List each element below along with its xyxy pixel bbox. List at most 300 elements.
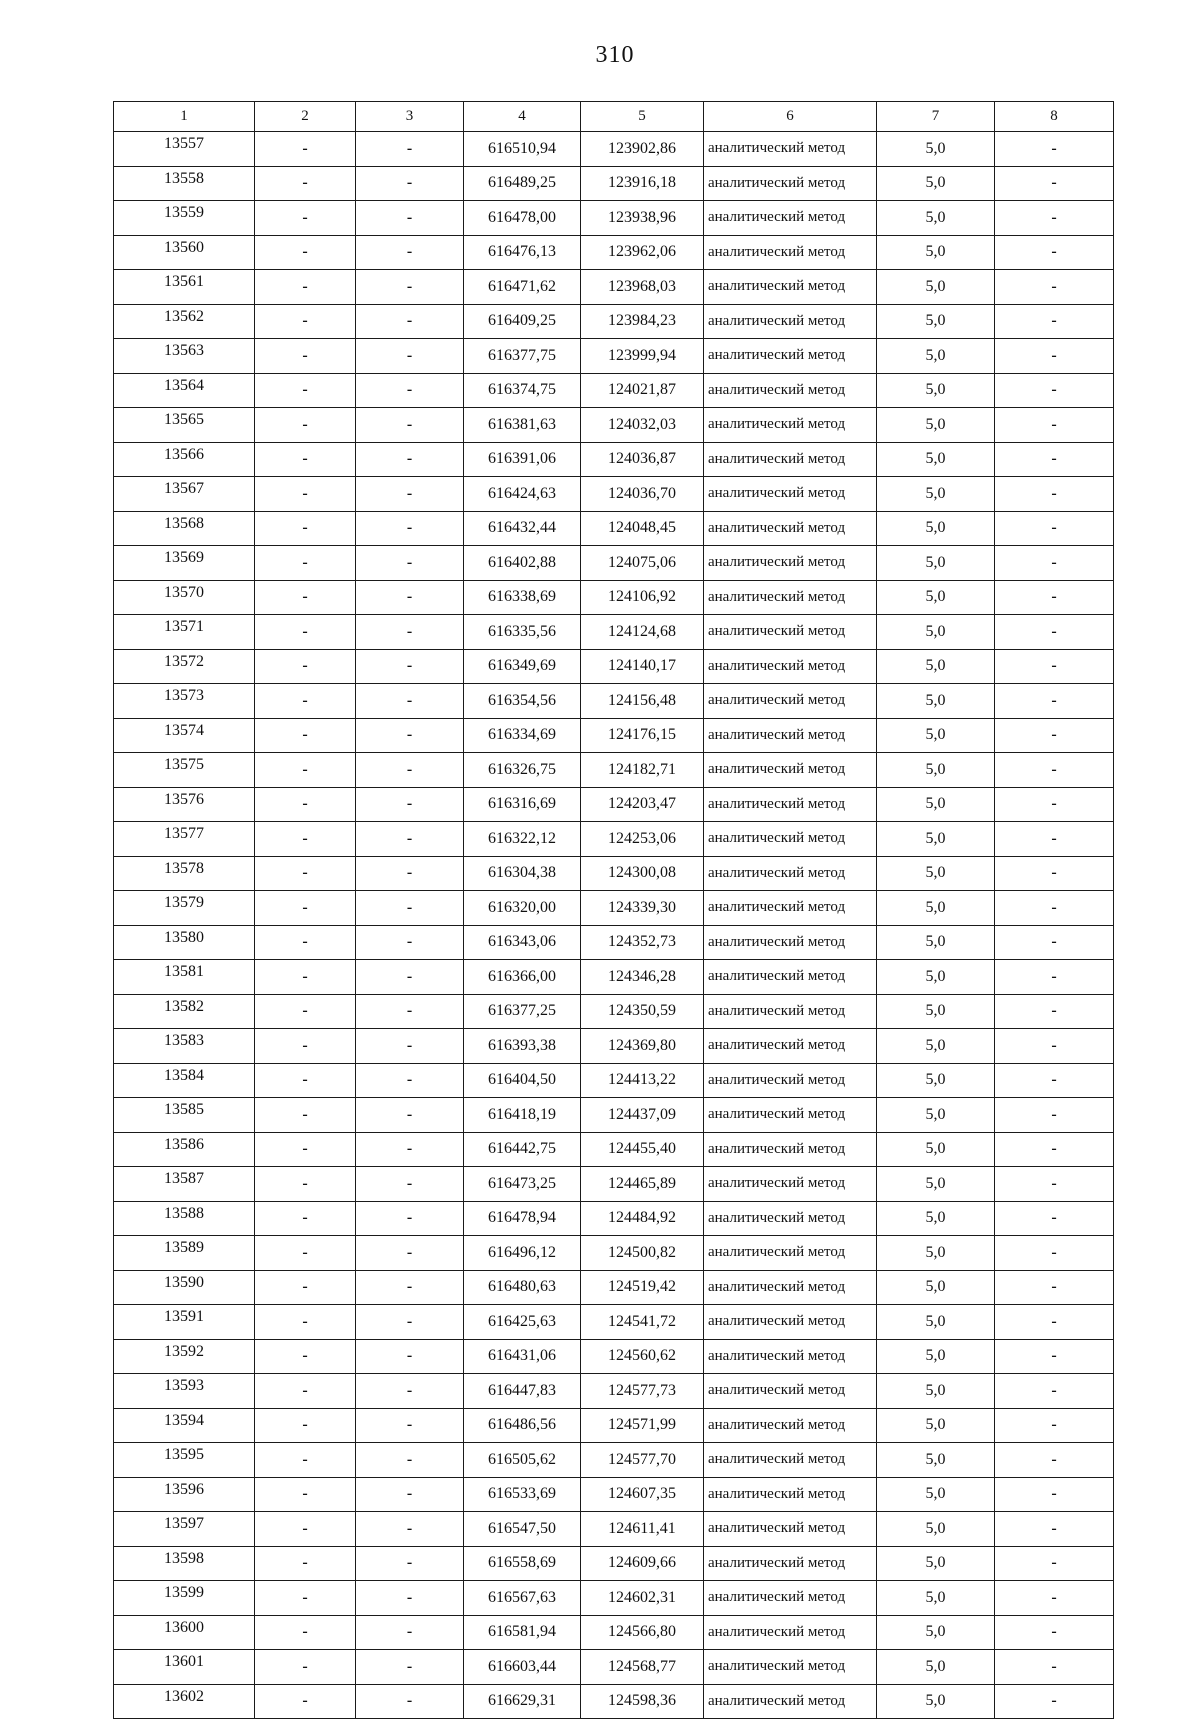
- col8-value-cell: -: [995, 718, 1114, 753]
- point-number-cell: 13576: [114, 787, 255, 822]
- col3-value-cell: -: [356, 1236, 464, 1271]
- col3-value-cell: -: [356, 580, 464, 615]
- method-cell: аналитический метод: [704, 1443, 877, 1478]
- x-coordinate-cell: 616322,12: [464, 822, 581, 857]
- column-header: 1: [114, 102, 255, 132]
- accuracy-value-cell: 5,0: [877, 649, 995, 684]
- point-number-cell: 13564: [114, 373, 255, 408]
- col8-value-cell: -: [995, 304, 1114, 339]
- col8-value-cell: -: [995, 1408, 1114, 1443]
- table-row: [114, 891, 1114, 926]
- col8-value-cell: -: [995, 960, 1114, 995]
- method-cell: аналитический метод: [704, 1684, 877, 1719]
- accuracy-value-cell: 5,0: [877, 1167, 995, 1202]
- point-number-cell: 13585: [114, 1098, 255, 1133]
- table-header-row: [114, 102, 1114, 132]
- method-cell: аналитический метод: [704, 580, 877, 615]
- col8-value-cell: -: [995, 408, 1114, 443]
- y-coordinate-cell: 124140,17: [581, 649, 704, 684]
- col2-value-cell: -: [255, 1201, 356, 1236]
- method-cell: аналитический метод: [704, 753, 877, 788]
- y-coordinate-cell: 124021,87: [581, 373, 704, 408]
- x-coordinate-cell: 616547,50: [464, 1512, 581, 1547]
- table-row: [114, 1063, 1114, 1098]
- method-cell: аналитический метод: [704, 1374, 877, 1409]
- col3-value-cell: -: [356, 546, 464, 581]
- table-body: [114, 132, 1114, 1719]
- method-cell: аналитический метод: [704, 1236, 877, 1271]
- accuracy-value-cell: 5,0: [877, 1029, 995, 1064]
- col8-value-cell: -: [995, 132, 1114, 167]
- method-cell: аналитический метод: [704, 1512, 877, 1547]
- y-coordinate-cell: 124519,42: [581, 1270, 704, 1305]
- col8-value-cell: -: [995, 1167, 1114, 1202]
- y-coordinate-cell: 124253,06: [581, 822, 704, 857]
- col2-value-cell: -: [255, 856, 356, 891]
- y-coordinate-cell: 123999,94: [581, 339, 704, 374]
- col2-value-cell: -: [255, 339, 356, 374]
- method-cell: аналитический метод: [704, 925, 877, 960]
- col3-value-cell: -: [356, 891, 464, 926]
- col8-value-cell: -: [995, 511, 1114, 546]
- x-coordinate-cell: 616304,38: [464, 856, 581, 891]
- point-number-cell: 13586: [114, 1132, 255, 1167]
- point-number-cell: 13591: [114, 1305, 255, 1340]
- point-number-cell: 13558: [114, 166, 255, 201]
- col3-value-cell: -: [356, 822, 464, 857]
- y-coordinate-cell: 124032,03: [581, 408, 704, 443]
- method-cell: аналитический метод: [704, 1546, 877, 1581]
- accuracy-value-cell: 5,0: [877, 477, 995, 512]
- y-coordinate-cell: 124036,87: [581, 442, 704, 477]
- y-coordinate-cell: 124176,15: [581, 718, 704, 753]
- col2-value-cell: -: [255, 304, 356, 339]
- x-coordinate-cell: 616354,56: [464, 684, 581, 719]
- col8-value-cell: -: [995, 1132, 1114, 1167]
- col8-value-cell: -: [995, 1374, 1114, 1409]
- table-row: [114, 1477, 1114, 1512]
- table-row: [114, 615, 1114, 650]
- x-coordinate-cell: 616402,88: [464, 546, 581, 581]
- point-number-cell: 13565: [114, 408, 255, 443]
- point-number-cell: 13594: [114, 1408, 255, 1443]
- point-number-cell: 13574: [114, 718, 255, 753]
- col8-value-cell: -: [995, 1236, 1114, 1271]
- x-coordinate-cell: 616425,63: [464, 1305, 581, 1340]
- col3-value-cell: -: [356, 1546, 464, 1581]
- table-row: [114, 580, 1114, 615]
- col8-value-cell: -: [995, 994, 1114, 1029]
- accuracy-value-cell: 5,0: [877, 1512, 995, 1547]
- col3-value-cell: -: [356, 649, 464, 684]
- col8-value-cell: -: [995, 166, 1114, 201]
- table-row: [114, 787, 1114, 822]
- column-header: 6: [704, 102, 877, 132]
- point-number-cell: 13569: [114, 546, 255, 581]
- col2-value-cell: -: [255, 1029, 356, 1064]
- table-row: [114, 1236, 1114, 1271]
- accuracy-value-cell: 5,0: [877, 960, 995, 995]
- y-coordinate-cell: 124106,92: [581, 580, 704, 615]
- col8-value-cell: -: [995, 649, 1114, 684]
- col3-value-cell: -: [356, 1132, 464, 1167]
- col2-value-cell: -: [255, 1443, 356, 1478]
- accuracy-value-cell: 5,0: [877, 1201, 995, 1236]
- x-coordinate-cell: 616334,69: [464, 718, 581, 753]
- x-coordinate-cell: 616335,56: [464, 615, 581, 650]
- table-row: [114, 477, 1114, 512]
- table-row: [114, 1512, 1114, 1547]
- accuracy-value-cell: 5,0: [877, 235, 995, 270]
- x-coordinate-cell: 616442,75: [464, 1132, 581, 1167]
- table-row: [114, 1615, 1114, 1650]
- col2-value-cell: -: [255, 1132, 356, 1167]
- accuracy-value-cell: 5,0: [877, 684, 995, 719]
- table-row: [114, 166, 1114, 201]
- col2-value-cell: -: [255, 1270, 356, 1305]
- table-row: [114, 1408, 1114, 1443]
- table-row: [114, 304, 1114, 339]
- point-number-cell: 13592: [114, 1339, 255, 1374]
- col2-value-cell: -: [255, 580, 356, 615]
- x-coordinate-cell: 616424,63: [464, 477, 581, 512]
- column-header: 5: [581, 102, 704, 132]
- y-coordinate-cell: 124369,80: [581, 1029, 704, 1064]
- y-coordinate-cell: 124352,73: [581, 925, 704, 960]
- accuracy-value-cell: 5,0: [877, 1684, 995, 1719]
- point-number-cell: 13597: [114, 1512, 255, 1547]
- col2-value-cell: -: [255, 442, 356, 477]
- x-coordinate-cell: 616558,69: [464, 1546, 581, 1581]
- col3-value-cell: -: [356, 1305, 464, 1340]
- method-cell: аналитический метод: [704, 270, 877, 305]
- col8-value-cell: -: [995, 891, 1114, 926]
- y-coordinate-cell: 123968,03: [581, 270, 704, 305]
- table-row: [114, 132, 1114, 167]
- y-coordinate-cell: 124203,47: [581, 787, 704, 822]
- table-row: [114, 1339, 1114, 1374]
- col3-value-cell: -: [356, 994, 464, 1029]
- x-coordinate-cell: 616343,06: [464, 925, 581, 960]
- accuracy-value-cell: 5,0: [877, 1236, 995, 1271]
- method-cell: аналитический метод: [704, 1305, 877, 1340]
- accuracy-value-cell: 5,0: [877, 1132, 995, 1167]
- x-coordinate-cell: 616486,56: [464, 1408, 581, 1443]
- col8-value-cell: -: [995, 1029, 1114, 1064]
- col8-value-cell: -: [995, 580, 1114, 615]
- method-cell: аналитический метод: [704, 1650, 877, 1685]
- column-header: 4: [464, 102, 581, 132]
- col3-value-cell: -: [356, 718, 464, 753]
- point-number-cell: 13579: [114, 891, 255, 926]
- table-row: [114, 649, 1114, 684]
- col2-value-cell: -: [255, 201, 356, 236]
- table-row: [114, 1684, 1114, 1719]
- col8-value-cell: -: [995, 1443, 1114, 1478]
- table-row: [114, 1167, 1114, 1202]
- point-number-cell: 13560: [114, 235, 255, 270]
- method-cell: аналитический метод: [704, 1408, 877, 1443]
- col3-value-cell: -: [356, 373, 464, 408]
- method-cell: аналитический метод: [704, 615, 877, 650]
- table-row: [114, 442, 1114, 477]
- table-row: [114, 1201, 1114, 1236]
- method-cell: аналитический метод: [704, 339, 877, 374]
- accuracy-value-cell: 5,0: [877, 201, 995, 236]
- col3-value-cell: -: [356, 408, 464, 443]
- page-number: 310: [595, 42, 635, 68]
- col3-value-cell: -: [356, 1339, 464, 1374]
- method-cell: аналитический метод: [704, 684, 877, 719]
- method-cell: аналитический метод: [704, 166, 877, 201]
- col3-value-cell: -: [356, 1443, 464, 1478]
- point-number-cell: 13559: [114, 201, 255, 236]
- point-number-cell: 13580: [114, 925, 255, 960]
- y-coordinate-cell: 124484,92: [581, 1201, 704, 1236]
- method-cell: аналитический метод: [704, 1339, 877, 1374]
- point-number-cell: 13582: [114, 994, 255, 1029]
- accuracy-value-cell: 5,0: [877, 373, 995, 408]
- accuracy-value-cell: 5,0: [877, 1374, 995, 1409]
- col8-value-cell: -: [995, 615, 1114, 650]
- col2-value-cell: -: [255, 1374, 356, 1409]
- col8-value-cell: -: [995, 270, 1114, 305]
- col8-value-cell: -: [995, 1512, 1114, 1547]
- point-number-cell: 13567: [114, 477, 255, 512]
- accuracy-value-cell: 5,0: [877, 1339, 995, 1374]
- col3-value-cell: -: [356, 753, 464, 788]
- method-cell: аналитический метод: [704, 546, 877, 581]
- col3-value-cell: -: [356, 477, 464, 512]
- col2-value-cell: -: [255, 891, 356, 926]
- point-number-cell: 13570: [114, 580, 255, 615]
- x-coordinate-cell: 616476,13: [464, 235, 581, 270]
- point-number-cell: 13587: [114, 1167, 255, 1202]
- y-coordinate-cell: 124413,22: [581, 1063, 704, 1098]
- accuracy-value-cell: 5,0: [877, 787, 995, 822]
- x-coordinate-cell: 616471,62: [464, 270, 581, 305]
- col2-value-cell: -: [255, 1063, 356, 1098]
- x-coordinate-cell: 616326,75: [464, 753, 581, 788]
- col3-value-cell: -: [356, 304, 464, 339]
- point-number-cell: 13566: [114, 442, 255, 477]
- y-coordinate-cell: 123938,96: [581, 201, 704, 236]
- col3-value-cell: -: [356, 339, 464, 374]
- table-row: [114, 1305, 1114, 1340]
- table-row: [114, 925, 1114, 960]
- col2-value-cell: -: [255, 1512, 356, 1547]
- y-coordinate-cell: 124611,41: [581, 1512, 704, 1547]
- accuracy-value-cell: 5,0: [877, 925, 995, 960]
- point-number-cell: 13572: [114, 649, 255, 684]
- col3-value-cell: -: [356, 1581, 464, 1616]
- col3-value-cell: -: [356, 787, 464, 822]
- col2-value-cell: -: [255, 994, 356, 1029]
- method-cell: аналитический метод: [704, 1615, 877, 1650]
- method-cell: аналитический метод: [704, 132, 877, 167]
- col2-value-cell: -: [255, 1305, 356, 1340]
- x-coordinate-cell: 616603,44: [464, 1650, 581, 1685]
- y-coordinate-cell: 124048,45: [581, 511, 704, 546]
- x-coordinate-cell: 616349,69: [464, 649, 581, 684]
- col8-value-cell: -: [995, 1650, 1114, 1685]
- table-row: [114, 822, 1114, 857]
- point-number-cell: 13557: [114, 132, 255, 167]
- table-row: [114, 753, 1114, 788]
- method-cell: аналитический метод: [704, 235, 877, 270]
- method-cell: аналитический метод: [704, 718, 877, 753]
- point-number-cell: 13598: [114, 1546, 255, 1581]
- col2-value-cell: -: [255, 1546, 356, 1581]
- col2-value-cell: -: [255, 787, 356, 822]
- col8-value-cell: -: [995, 1581, 1114, 1616]
- method-cell: аналитический метод: [704, 1270, 877, 1305]
- method-cell: аналитический метод: [704, 1201, 877, 1236]
- col8-value-cell: -: [995, 1615, 1114, 1650]
- col8-value-cell: -: [995, 684, 1114, 719]
- table-row: [114, 408, 1114, 443]
- accuracy-value-cell: 5,0: [877, 1477, 995, 1512]
- col3-value-cell: -: [356, 1201, 464, 1236]
- accuracy-value-cell: 5,0: [877, 408, 995, 443]
- accuracy-value-cell: 5,0: [877, 511, 995, 546]
- table-row: [114, 339, 1114, 374]
- x-coordinate-cell: 616377,75: [464, 339, 581, 374]
- y-coordinate-cell: 124609,66: [581, 1546, 704, 1581]
- col3-value-cell: -: [356, 925, 464, 960]
- col2-value-cell: -: [255, 511, 356, 546]
- accuracy-value-cell: 5,0: [877, 442, 995, 477]
- table-row: [114, 373, 1114, 408]
- col3-value-cell: -: [356, 511, 464, 546]
- col8-value-cell: -: [995, 442, 1114, 477]
- y-coordinate-cell: 124577,70: [581, 1443, 704, 1478]
- column-header: 8: [995, 102, 1114, 132]
- method-cell: аналитический метод: [704, 511, 877, 546]
- x-coordinate-cell: 616338,69: [464, 580, 581, 615]
- col8-value-cell: -: [995, 339, 1114, 374]
- col8-value-cell: -: [995, 1201, 1114, 1236]
- accuracy-value-cell: 5,0: [877, 1650, 995, 1685]
- y-coordinate-cell: 124566,80: [581, 1615, 704, 1650]
- col2-value-cell: -: [255, 1684, 356, 1719]
- col3-value-cell: -: [356, 1029, 464, 1064]
- col2-value-cell: -: [255, 1650, 356, 1685]
- table-row: [114, 1029, 1114, 1064]
- point-number-cell: 13568: [114, 511, 255, 546]
- table-row: [114, 235, 1114, 270]
- y-coordinate-cell: 124500,82: [581, 1236, 704, 1271]
- col2-value-cell: -: [255, 684, 356, 719]
- table-row: [114, 1581, 1114, 1616]
- col8-value-cell: -: [995, 753, 1114, 788]
- col3-value-cell: -: [356, 1270, 464, 1305]
- method-cell: аналитический метод: [704, 304, 877, 339]
- col2-value-cell: -: [255, 1581, 356, 1616]
- col8-value-cell: -: [995, 1063, 1114, 1098]
- table-row: [114, 1374, 1114, 1409]
- col2-value-cell: -: [255, 1098, 356, 1133]
- col2-value-cell: -: [255, 822, 356, 857]
- x-coordinate-cell: 616496,12: [464, 1236, 581, 1271]
- method-cell: аналитический метод: [704, 960, 877, 995]
- x-coordinate-cell: 616393,38: [464, 1029, 581, 1064]
- col2-value-cell: -: [255, 373, 356, 408]
- point-number-cell: 13596: [114, 1477, 255, 1512]
- y-coordinate-cell: 124465,89: [581, 1167, 704, 1202]
- col3-value-cell: -: [356, 1615, 464, 1650]
- method-cell: аналитический метод: [704, 856, 877, 891]
- y-coordinate-cell: 124300,08: [581, 856, 704, 891]
- method-cell: аналитический метод: [704, 787, 877, 822]
- col8-value-cell: -: [995, 373, 1114, 408]
- x-coordinate-cell: 616418,19: [464, 1098, 581, 1133]
- col3-value-cell: -: [356, 270, 464, 305]
- col8-value-cell: -: [995, 1305, 1114, 1340]
- col2-value-cell: -: [255, 1615, 356, 1650]
- point-number-cell: 13571: [114, 615, 255, 650]
- point-number-cell: 13599: [114, 1581, 255, 1616]
- accuracy-value-cell: 5,0: [877, 994, 995, 1029]
- col8-value-cell: -: [995, 477, 1114, 512]
- col8-value-cell: -: [995, 201, 1114, 236]
- col8-value-cell: -: [995, 1684, 1114, 1719]
- column-header: 3: [356, 102, 464, 132]
- col2-value-cell: -: [255, 166, 356, 201]
- point-number-cell: 13583: [114, 1029, 255, 1064]
- column-header: 7: [877, 102, 995, 132]
- y-coordinate-cell: 123916,18: [581, 166, 704, 201]
- col3-value-cell: -: [356, 1408, 464, 1443]
- col8-value-cell: -: [995, 856, 1114, 891]
- col3-value-cell: -: [356, 1512, 464, 1547]
- col2-value-cell: -: [255, 546, 356, 581]
- x-coordinate-cell: 616432,44: [464, 511, 581, 546]
- col2-value-cell: -: [255, 615, 356, 650]
- col8-value-cell: -: [995, 787, 1114, 822]
- y-coordinate-cell: 124602,31: [581, 1581, 704, 1616]
- point-number-cell: 13588: [114, 1201, 255, 1236]
- x-coordinate-cell: 616431,06: [464, 1339, 581, 1374]
- accuracy-value-cell: 5,0: [877, 580, 995, 615]
- accuracy-value-cell: 5,0: [877, 1408, 995, 1443]
- x-coordinate-cell: 616366,00: [464, 960, 581, 995]
- col8-value-cell: -: [995, 1546, 1114, 1581]
- point-number-cell: 13581: [114, 960, 255, 995]
- method-cell: аналитический метод: [704, 1477, 877, 1512]
- coordinates-table-container: [113, 101, 1113, 1719]
- x-coordinate-cell: 616533,69: [464, 1477, 581, 1512]
- table-row: [114, 1098, 1114, 1133]
- x-coordinate-cell: 616374,75: [464, 373, 581, 408]
- method-cell: аналитический метод: [704, 373, 877, 408]
- point-number-cell: 13575: [114, 753, 255, 788]
- col3-value-cell: -: [356, 1167, 464, 1202]
- method-cell: аналитический метод: [704, 822, 877, 857]
- method-cell: аналитический метод: [704, 408, 877, 443]
- col8-value-cell: -: [995, 235, 1114, 270]
- x-coordinate-cell: 616489,25: [464, 166, 581, 201]
- col8-value-cell: -: [995, 1270, 1114, 1305]
- accuracy-value-cell: 5,0: [877, 1063, 995, 1098]
- coordinates-table: [113, 101, 1114, 1719]
- point-number-cell: 13595: [114, 1443, 255, 1478]
- x-coordinate-cell: 616404,50: [464, 1063, 581, 1098]
- table-row: [114, 684, 1114, 719]
- col2-value-cell: -: [255, 477, 356, 512]
- y-coordinate-cell: 124036,70: [581, 477, 704, 512]
- accuracy-value-cell: 5,0: [877, 304, 995, 339]
